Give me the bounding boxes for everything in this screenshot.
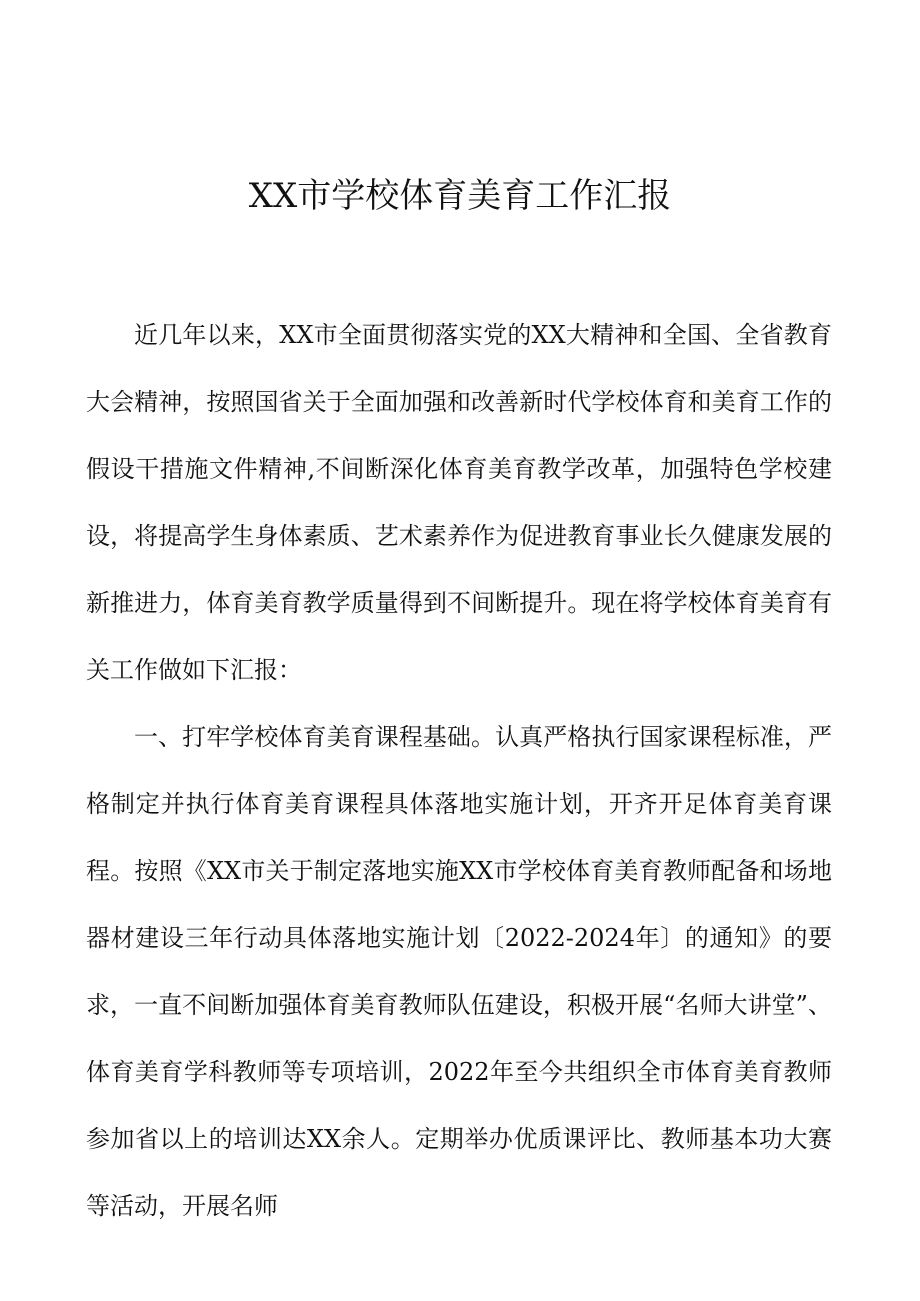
- paragraph-section-one: 一、打牢学校体育美育课程基础。认真严格执行国家课程标准，严格制定并执行体育美育课程具体落地实施计划，开齐开足体育美育课程。按照《XX市关于制定落地实施XX市学校体育美育教师配备和场地器材建设三年行动具体落地实施计划〔2022-2024年〕的通知》的要求，一直不间断加强体育美育教师队伍建设，积极开展“名师大讲堂”、体育美育学科教师等专项培训，2022年至今共组织全市体育美育教师参加省以上的培训达XX余人。定期举办优质课评比、教师基本功大赛等活动，开展名师: [86, 723, 832, 1220]
- paragraph-intro: 近几年以来，XX市全面贯彻落实党的XX大精神和全国、全省教育大会精神，按照国省关于全面加强和改善新时代学校体育和美育工作的假设干措施文件精神,不间断深化体育美育教学改革，加强特色学校建设，将提高学生身体素质、艺术素养作为促进教育事业长久健康发展的新推进力，体育美育教学质量得到不间断提升。现在将学校体育美育有关工作做如下汇报：: [86, 321, 832, 684]
- document-body: [86, 302, 832, 1240]
- document-title: XX市学校体育美育工作汇报: [248, 176, 672, 216]
